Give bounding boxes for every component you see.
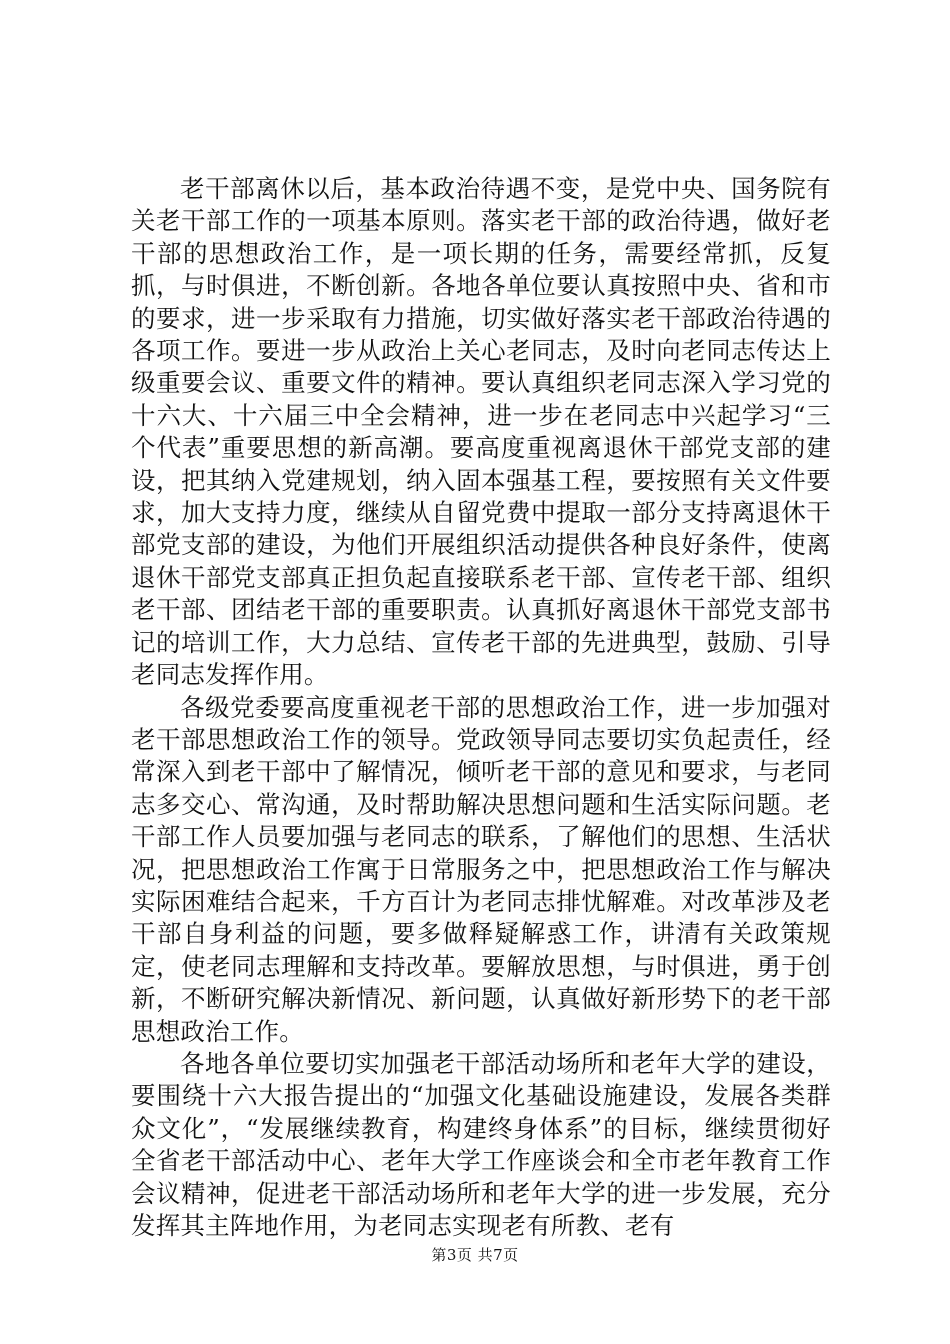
document-body: [131, 173, 831, 1242]
paragraph-2: 各级党委要高度重视老干部的思想政治工作，进一步加强对老干部思想政治工作的领导。党政领导同志要切实负起责任，经常深入到老干部中了解情况，倾听老干部的意见和要求，与老同志多交心、常沟通，及时帮助解决思想问题和生活实际问题。老干部工作人员要加强与老同志的联系，了解他们的思想、生活状况，把思想政治工作寓于日常服务之中，把思想政治工作与解决实际困难结合起来，千方百计为老同志排忧解难。对改革涉及老干部自身利益的问题，要多做释疑解惑工作，讲清有关政策规定，使老同志理解和支持改革。要解放思想，与时俱进，勇于创新，不断研究解决新情况、新问题，认真做好新形势下的老干部思想政治工作。: [131, 692, 831, 1046]
paragraph-1: 老干部离休以后，基本政治待遇不变，是党中央、国务院有关老干部工作的一项基本原则。落实老干部的政治待遇，做好老干部的思想政治工作，是一项长期的任务，需要经常抓，反复抓，与时俱进，不断创新。各地各单位要认真按照中央、省和市的要求，进一步采取有力措施，切实做好落实老干部政治待遇的各项工作。要进一步从政治上关心老同志，及时向老同志传达上级重要会议、重要文件的精神。要认真组织老同志深入学习党的十六大、十六届三中全会精神，进一步在老同志中兴起学习“三个代表”重要思想的新高潮。要高度重视离退休干部党支部的建设，把其纳入党建规划，纳入固本强基工程，要按照有关文件要求，加大支持力度，继续从自留党费中提取一部分支持离退休干部党支部的建设，为他们开展组织活动提供各种良好条件，使离退休干部党支部真正担负起直接联系老干部、宣传老干部、组织老干部、团结老干部的重要职责。认真抓好离退休干部党支部书记的培训工作，大力总结、宣传老干部的先进典型，鼓励、引导老同志发挥作用。: [131, 174, 831, 690]
page-number-footer: 第3页 共7页: [431, 1246, 519, 1264]
paragraph-3: 各地各单位要切实加强老干部活动场所和老年大学的建设，要围绕十六大报告提出的“加强文化基础设施建设，发展各类群众文化”，“发展继续教育，构建终身体系”的目标，继续贯彻好全省老干部活动中心、老年大学工作座谈会和全市老年教育工作会议精神，促进老干部活动场所和老年大学的进一步发展，充分发挥其主阵地作用，为老同志实现老有所教、老有: [131, 1048, 831, 1240]
